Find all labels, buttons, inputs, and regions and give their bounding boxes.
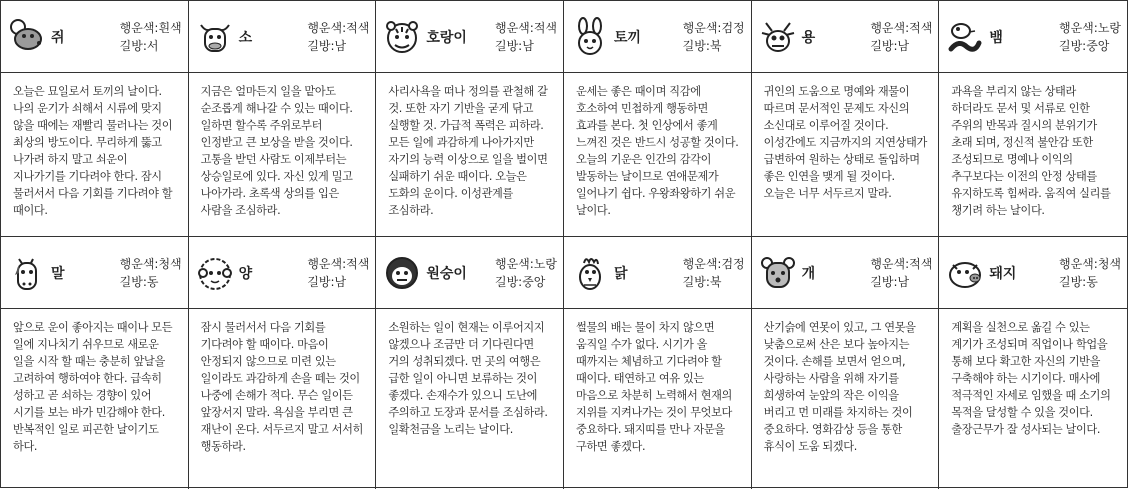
sign-info: 행운색:검정 길방:북 xyxy=(682,20,745,53)
sign-name: 쥐 xyxy=(51,29,65,46)
dragon-icon xyxy=(758,17,798,57)
sign-name: 토끼 xyxy=(614,29,642,46)
rabbit-icon xyxy=(570,17,610,57)
sign-header-rabbit xyxy=(564,1,752,73)
lucky-direction: 동 xyxy=(146,274,159,289)
sign-header-monkey xyxy=(376,237,564,309)
sign-info: 행운색:적색 길방:남 xyxy=(307,256,370,289)
sign-name: 뱀 xyxy=(989,29,1003,46)
fortune-text-rat: 오늘은 묘일로서 토끼의 날이다. 나의 운기가 쇠해서 시류에 맞지 않을 때에는 재빨리 물러나는 것이 최상의 방도이다. 무리하게 뚫고 나가려 하지 말고 쇠운이 지나가기를 기다려야 한다. 잠시 물러서서 다음 기회를 기다려야 할 때이다. xyxy=(1,73,189,237)
sign-info: 행운색:적색 길방:남 xyxy=(307,20,370,53)
sign-header-pig xyxy=(939,237,1127,309)
sign-name: 용 xyxy=(801,29,816,46)
lucky-direction: 남 xyxy=(334,274,347,289)
sign-info: 행운색:청색 길방:동 xyxy=(1058,256,1121,289)
sign-info: 행운색:적색 길방:남 xyxy=(870,256,933,289)
lucky-color: 청색 xyxy=(158,256,182,271)
horse-icon xyxy=(7,253,47,293)
lucky-color: 노랑 xyxy=(1097,20,1121,35)
fortune-text-horse: 앞으로 운이 좋아지는 때이나 모든 일에 지나치기 쉬우므로 새로운 일을 시작 할 때는 충분히 앞날을 고려하여 행하여야 한다. 급속히 성하고 곧 쇠하는 경향이 있어 시기를 보는 바가 민감해야 한다. 반복적인 일로 피곤한 날이기도 하다. xyxy=(1,309,189,489)
fortune-text-pig: 계획을 실천으로 옮길 수 있는 계기가 조성되며 직업이나 학업을 통해 보다 확고한 자신의 기반을 구축해야 하는 시기이다. 매사에 적극적인 자세로 임했을 때 소기의 목적을 달성할 수 있을 것이다. 출장근무가 잘 성사되는 날이다. xyxy=(951,321,1111,436)
lucky-color: 검정 xyxy=(721,20,745,35)
fortune-text-dragon: 귀인의 도움으로 명예와 재물이 따르며 문서적인 문제도 자신의 소신대로 이루어질 것이다. 이성간에도 지금까지의 지연상태가 급변하여 원하는 상태로 돌입하며 좋은 인연을 맺게 될 것이다. 오늘은 너무 서두르지 말라. xyxy=(752,73,940,237)
lucky-direction: 동 xyxy=(1086,274,1098,289)
lucky-color: 적색 xyxy=(533,20,557,35)
lucky-direction: 남 xyxy=(897,38,910,53)
lucky-color: 적색 xyxy=(346,20,370,35)
fortune-text-snake: 과욕을 부리지 않는 상태라 하더라도 문서 및 서류로 인한 주위의 반목과 질시의 분위기가 초래 되며, 정신적 불안감 또한 조성되므로 명예나 이익의 추구보다는 이전의 안정 상태를 유지하도록 힘써라. 움직여 실리를 챙기려 하는 날이다. xyxy=(939,73,1127,237)
sign-name: 닭 xyxy=(614,265,628,282)
lucky-direction: 중앙 xyxy=(1086,38,1110,53)
fortune-text-ox: 지금은 얼마든지 일을 맡아도 순조롭게 해나갈 수 있는 때이다. 일하면 할수록 주위로부터 인정받고 큰 보상을 받을 것이다. 고통을 받던 사람도 이제부터는 상승일로에 있다. 자신 있게 밀고 나아가라. 초록색 상의를 입은 사람을 조심하라. xyxy=(189,73,377,237)
sign-name: 소 xyxy=(238,29,253,46)
lucky-direction: 중앙 xyxy=(522,274,546,289)
fortune-text-tiger: 사리사욕을 떠나 정의를 관철해 갈 것. 또한 자기 기반을 굳게 닦고 실행할 것. 가급적 폭력은 피하라. 모든 일에 과감하게 나아가지만 자기의 능력 이상으로 일을 벌이면 실패하기 쉬운 때이다. 오늘은 도화의 운이다. 이성관계를 조심하라. xyxy=(376,73,564,237)
tiger-icon xyxy=(382,17,422,57)
sign-info: 행운색:노랑 길방:중앙 xyxy=(494,256,557,289)
sign-info: 행운색:적색 길방:남 xyxy=(870,20,933,53)
lucky-color: 적색 xyxy=(909,20,933,35)
lucky-direction: 남 xyxy=(897,274,910,289)
sign-header-sheep xyxy=(189,237,377,309)
rooster-icon xyxy=(570,253,610,293)
lucky-direction: 남 xyxy=(334,38,347,53)
lucky-color: 적색 xyxy=(909,256,933,271)
sign-info: 행운색:흰색 길방:서 xyxy=(119,20,182,53)
sign-header-dragon xyxy=(752,1,940,73)
sign-info: 행운색:노랑 길방:중앙 xyxy=(1058,20,1121,53)
lucky-direction: 북 xyxy=(709,38,722,53)
sign-header-snake xyxy=(939,1,1127,73)
sign-header-rooster xyxy=(564,237,752,309)
pig-icon xyxy=(945,253,985,293)
sheep-icon xyxy=(195,253,235,293)
rat-icon xyxy=(7,17,47,57)
lucky-color: 검정 xyxy=(721,256,745,271)
fortune-text-rooster: 썰물의 배는 물이 차지 않으면 움직일 수가 없다. 시기가 올 때까지는 체념하고 기다려야 할 때이다. 태연하고 여유 있는 마음으로 차분히 노력해서 현재의 지위를 지켜나가는 것이 무엇보다 중요하다. 돼지띠를 만나 자문을 구하면 좋겠다. xyxy=(564,309,752,489)
lucky-color: 청색 xyxy=(1097,256,1121,271)
sign-header-dog xyxy=(752,237,940,309)
sign-info: 행운색:검정 길방:북 xyxy=(682,256,745,289)
fortune-text-sheep: 잠시 물러서서 다음 기회를 기다려야 할 때이다. 마음이 안정되지 않으므로 미련 있는 일이라도 과감하게 손을 떼는 것이 나중에 손해가 적다. 무슨 일이든 앞장서지 말라. 욕심을 부리면 큰 재난이 온다. 서두르지 말고 서서히 행동하라. xyxy=(189,309,377,489)
fortune-text-rabbit: 운세는 좋은 때이며 직감에 호소하여 민첩하게 행동하면 효과를 본다. 첫 인상에서 좋게 느껴진 것은 반드시 성공할 것이다. 오늘의 기운은 인간의 감각이 발동하는 날이므로 연애문제가 일어나기 쉽다. 우왕좌왕하기 쉬운 날이다. xyxy=(564,73,752,237)
fortune-text-dog: 산기슭에 연못이 있고, 그 연못을 낮춤으로써 산은 보다 높아지는 것이다. 손해를 보면서 얻으며, 사랑하는 사람을 위해 자기를 희생하여 눈앞의 작은 이익을 버리고 먼 미래를 차지하는 것이 중요하다. 영화감상 등을 통한 휴식이 도움 되겠다. xyxy=(752,309,940,489)
lucky-direction: 북 xyxy=(709,274,722,289)
lucky-color: 흰색 xyxy=(158,20,182,35)
lucky-color: 노랑 xyxy=(533,256,557,271)
sign-name: 양 xyxy=(238,265,253,282)
snake-icon xyxy=(945,17,985,57)
sign-name: 개 xyxy=(801,265,816,282)
sign-header-horse xyxy=(1,237,189,309)
sign-name: 말 xyxy=(51,265,65,282)
sign-name: 돼지 xyxy=(989,265,1017,282)
lucky-color: 적색 xyxy=(346,256,370,271)
sign-info: 행운색:적색 길방:남 xyxy=(494,20,557,53)
sign-header-rat xyxy=(1,1,189,73)
sign-header-tiger xyxy=(376,1,564,73)
dog-icon xyxy=(758,253,798,293)
sign-info: 행운색:청색 길방:동 xyxy=(119,256,182,289)
fortune-text-monkey: 소원하는 일이 현재는 이루어지지 않겠으나 조금만 더 기다린다면 거의 성취되겠다. 먼 곳의 여행은 급한 일이 아니면 보류하는 것이 좋겠다. 손재수가 있으니 도난에 주의하고 도장과 문서를 조심하라. 일확천금을 노리는 날이다. xyxy=(376,309,564,489)
lucky-direction: 서 xyxy=(146,38,159,53)
monkey-icon xyxy=(382,253,422,293)
sign-name: 호랑이 xyxy=(426,29,467,46)
ox-icon xyxy=(195,17,235,57)
sign-header-ox xyxy=(189,1,377,73)
sign-name: 원숭이 xyxy=(426,265,467,282)
lucky-direction: 남 xyxy=(522,38,534,53)
